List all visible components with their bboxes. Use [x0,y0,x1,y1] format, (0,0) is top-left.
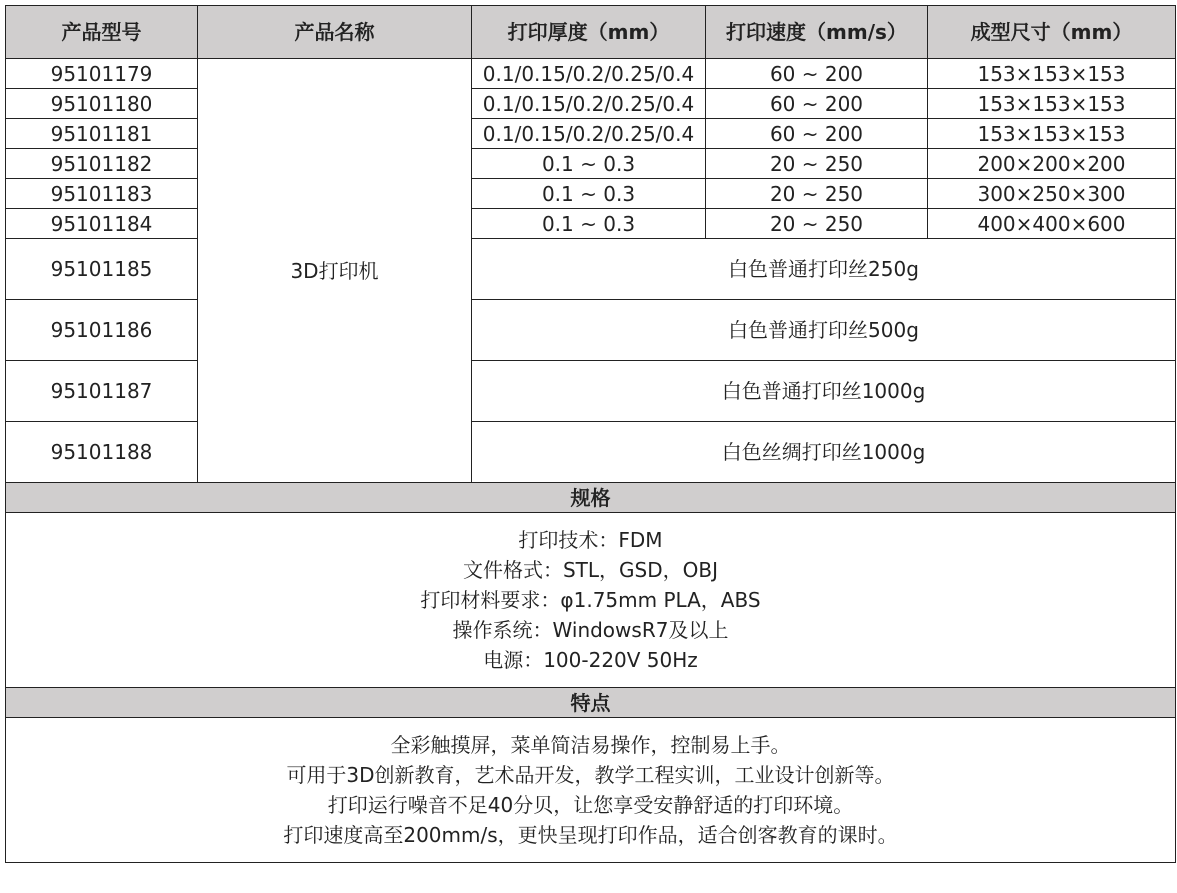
feature-line: 可用于3D创新教育，艺术品开发，教学工程实训，工业设计创新等。 [286,763,895,787]
filament-desc-cell: 白色丝绸打印丝1000g [472,422,1176,483]
spec-title: 规格 [6,483,1176,513]
header-name: 产品名称 [198,6,472,59]
speed-cell: 20 ~ 250 [706,149,928,179]
thickness-cell: 0.1/0.15/0.2/0.25/0.4 [472,119,706,149]
product-spec-table [5,5,1176,863]
header-speed: 打印速度（mm/s） [706,6,928,59]
model-cell: 95101179 [6,59,198,89]
filament-row [6,422,1176,483]
speed-cell: 20 ~ 250 [706,179,928,209]
thickness-cell: 0.1 ~ 0.3 [472,179,706,209]
spec-body-row [6,513,1176,688]
header-row [6,6,1176,59]
spec-title-row [6,483,1176,513]
size-cell: 300×250×300 [928,179,1176,209]
spec-line: 电源：100-220V 50Hz [483,648,698,672]
speed-cell: 60 ~ 200 [706,89,928,119]
table-row [6,119,1176,149]
feature-title-row [6,688,1176,718]
header-size: 成型尺寸（mm） [928,6,1176,59]
thickness-cell: 0.1 ~ 0.3 [472,149,706,179]
spec-line: 操作系统：WindowsR7及以上 [452,618,729,642]
filament-row [6,361,1176,422]
model-cell: 95101188 [6,422,198,483]
header-model: 产品型号 [6,6,198,59]
size-cell: 153×153×153 [928,89,1176,119]
model-cell: 95101180 [6,89,198,119]
speed-cell: 20 ~ 250 [706,209,928,239]
filament-row [6,300,1176,361]
filament-row [6,239,1176,300]
table-row [6,89,1176,119]
model-cell: 95101184 [6,209,198,239]
table-row [6,149,1176,179]
feature-line: 全彩触摸屏，菜单简洁易操作，控制易上手。 [390,733,791,757]
spec-line: 文件格式：STL，GSD，OBJ [462,558,718,582]
model-cell: 95101185 [6,239,198,300]
filament-desc-cell: 白色普通打印丝250g [472,239,1176,300]
filament-desc-cell: 白色普通打印丝500g [472,300,1176,361]
filament-desc-cell: 白色普通打印丝1000g [472,361,1176,422]
feature-line: 打印速度高至200mm/s，更快呈现打印作品，适合创客教育的课时。 [283,823,898,847]
model-cell: 95101186 [6,300,198,361]
model-cell: 95101181 [6,119,198,149]
table-row [6,209,1176,239]
table-row [6,179,1176,209]
spec-line: 打印技术：FDM [518,528,663,552]
size-cell: 153×153×153 [928,119,1176,149]
header-thickness: 打印厚度（mm） [472,6,706,59]
product-name-cell: 3D打印机 [198,59,472,483]
model-cell: 95101182 [6,149,198,179]
thickness-cell: 0.1/0.15/0.2/0.25/0.4 [472,59,706,89]
table-row [6,59,1176,89]
feature-line: 打印运行噪音不足40分贝，让您享受安静舒适的打印环境。 [327,793,854,817]
thickness-cell: 0.1/0.15/0.2/0.25/0.4 [472,89,706,119]
size-cell: 200×200×200 [928,149,1176,179]
thickness-cell: 0.1 ~ 0.3 [472,209,706,239]
spec-line: 打印材料要求：φ1.75mm PLA，ABS [420,588,761,612]
feature-block [6,718,1176,863]
size-cell: 153×153×153 [928,59,1176,89]
speed-cell: 60 ~ 200 [706,59,928,89]
feature-title: 特点 [6,688,1176,718]
model-cell: 95101187 [6,361,198,422]
feature-body-row [6,718,1176,863]
spec-block [6,513,1176,688]
speed-cell: 60 ~ 200 [706,119,928,149]
size-cell: 400×400×600 [928,209,1176,239]
model-cell: 95101183 [6,179,198,209]
